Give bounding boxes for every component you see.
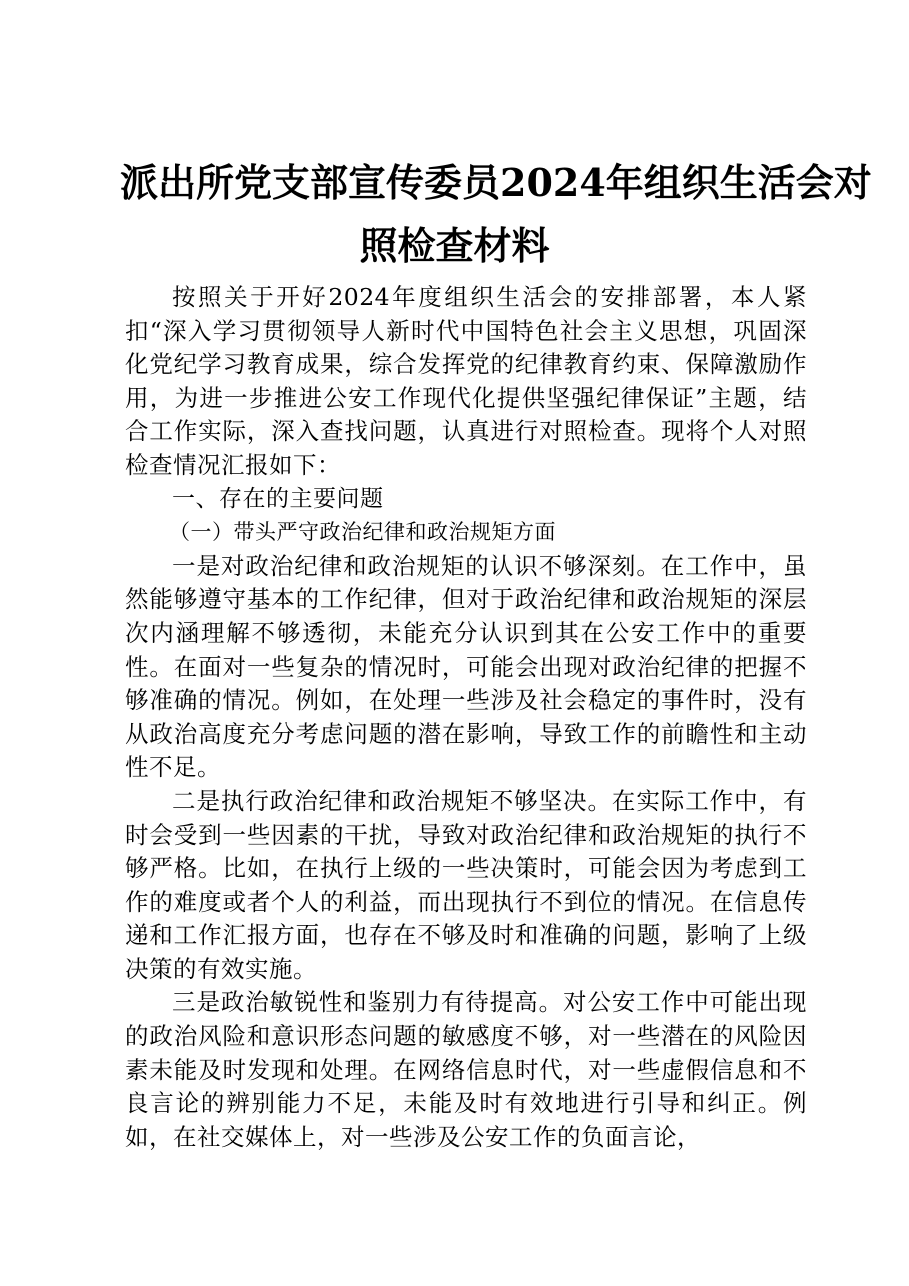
document-body: [125, 281, 807, 1154]
document-title-line-1: 派出所党支部宣传委员2024年组织生活会对: [120, 160, 872, 205]
section-heading: 一、存在的主要问题: [172, 485, 384, 512]
subsection-heading: （一）带头严守政治纪律和政治规矩方面: [169, 520, 556, 545]
intro-paragraph: 按照关于开好2024年度组织生活会的安排部署，本人紧扣“深入学习贯彻领导人新时代中国特色社会主义思想，巩固深化党纪学习教育成果，综合发挥党的纪律教育约束、保障激励作用，为进一步推进公安工作现代化提供坚强纪律保证”主题，结合工作实际，深入查找问题，认真进行对照检查。现将个人对照检查情况汇报如下：: [125, 283, 807, 479]
paragraph-3: 三是政治敏锐性和鉴别力有待提高。对公安工作中可能出现的政治风险和意识形态问题的敏感度不够，对一些潜在的风险因素未能及时发现和处理。在网络信息时代，对一些虚假信息和不良言论的辨别能力不足，未能及时有效地进行引导和纠正。例如，在社交媒体上，对一些涉及公安工作的负面言论，: [125, 988, 807, 1151]
paragraph-2: 二是执行政治纪律和政治规矩不够坚决。在实际工作中，有时会受到一些因素的干扰，导致对政治纪律和政治规矩的执行不够严格。比如，在执行上级的一些决策时，可能会因为考虑到工作的难度或者个人的利益，而出现执行不到位的情况。在信息传递和工作汇报方面，也存在不够及时和准确的问题，影响了上级决策的有效实施。: [125, 786, 807, 983]
document-title-line-2: 照检查材料: [359, 223, 550, 268]
paragraph-1: 一是对政治纪律和政治规矩的认识不够深刻。在工作中，虽然能够遵守基本的工作纪律，但对于政治纪律和政治规矩的深层次内涵理解不够透彻，未能充分认识到其在公安工作中的重要性。在面对一些复杂的情况时，可能会出现对政治纪律的把握不够准确的情况。例如，在处理一些涉及社会稳定的事件时，没有从政治高度充分考虑问题的潜在影响，导致工作的前瞻性和主动性不足。: [125, 551, 807, 782]
